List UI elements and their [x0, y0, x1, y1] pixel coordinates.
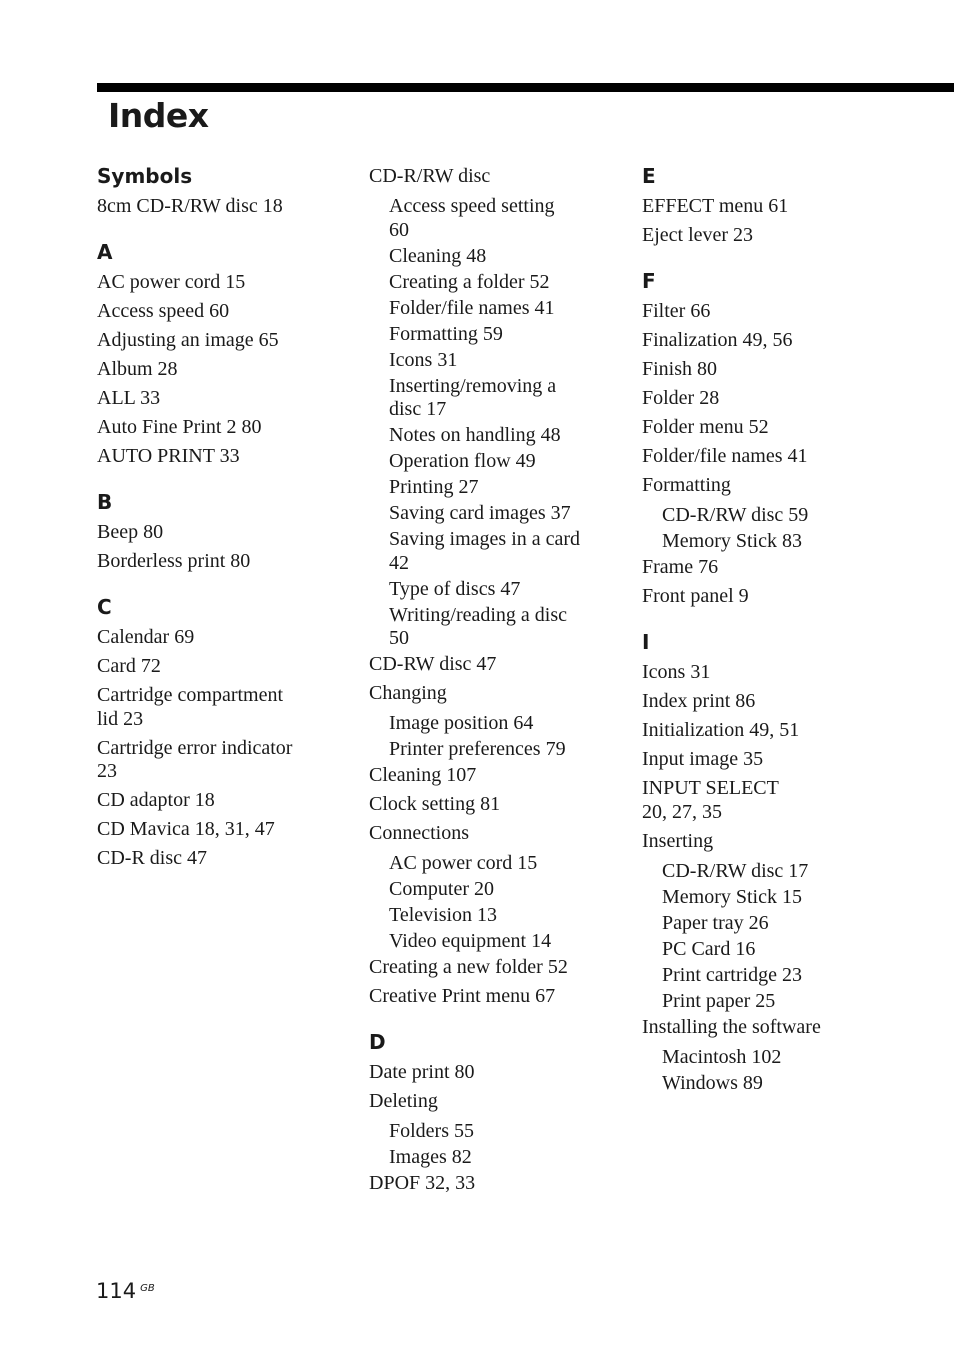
index-subentry: Memory Stick 83	[662, 530, 802, 552]
index-entry: Formatting	[642, 474, 731, 496]
index-subentry: 50	[389, 627, 409, 649]
index-entry: Finalization 49, 56	[642, 329, 793, 351]
section-heading: C	[97, 595, 112, 619]
index-subentry: Access speed setting	[389, 195, 555, 217]
index-entry: ALL 33	[97, 387, 161, 409]
index-subentry: Print paper 25	[662, 990, 776, 1012]
index-entry: Initialization 49, 51	[642, 719, 800, 741]
index-subentry: Macintosh 102	[662, 1046, 782, 1068]
index-entry: CD-RW disc 47	[369, 653, 497, 675]
index-entry: Adjusting an image 65	[97, 329, 279, 351]
index-subentry: Inserting/removing a	[389, 375, 557, 397]
index-entry: 8cm CD-R/RW disc 18	[97, 195, 283, 217]
index-entry: Album 28	[97, 358, 178, 380]
index-entry: DPOF 32, 33	[369, 1172, 476, 1194]
index-entry: Clock setting 81	[369, 793, 501, 815]
index-entry: CD-R disc 47	[97, 847, 207, 869]
index-entry: Creating a new folder 52	[369, 956, 568, 978]
index-subentry: Saving card images 37	[389, 502, 571, 524]
index-subentry: Folder/file names 41	[389, 297, 555, 319]
index-entry: INPUT SELECT	[642, 777, 779, 799]
index-entry: Filter 66	[642, 300, 711, 322]
index-entry: Card 72	[97, 655, 161, 677]
index-subentry: disc 17	[389, 398, 447, 420]
index-subentry: AC power cord 15	[389, 852, 538, 874]
region-code: GB	[140, 1283, 155, 1294]
index-subentry: Creating a folder 52	[389, 271, 550, 293]
index-subentry: Computer 20	[389, 878, 494, 900]
page-footer	[96, 1278, 155, 1304]
index-subentry: Video equipment 14	[389, 930, 552, 952]
page-number: 114	[96, 1279, 137, 1303]
index-entry: Front panel 9	[642, 585, 749, 607]
index-subentry: Print cartridge 23	[662, 964, 802, 986]
index-entry: Icons 31	[642, 661, 711, 683]
index-entry: CD Mavica 18, 31, 47	[97, 818, 275, 840]
index-entry: Index print 86	[642, 690, 756, 712]
index-entry: Folder 28	[642, 387, 720, 409]
index-entry: Cartridge error indicator	[97, 737, 293, 759]
index-entry: EFFECT menu 61	[642, 195, 789, 217]
index-subentry: Images 82	[389, 1146, 472, 1168]
index-entry: CD adaptor 18	[97, 789, 215, 811]
index-subentry: Printer preferences 79	[389, 738, 566, 760]
index-entry: 20, 27, 35	[642, 801, 722, 823]
index-subentry: PC Card 16	[662, 938, 756, 960]
section-heading: F	[642, 269, 656, 293]
section-heading: A	[97, 240, 113, 264]
index-subentry: Icons 31	[389, 349, 458, 371]
index-subentry: Folders 55	[389, 1120, 474, 1142]
index-entry: Auto Fine Print 2 80	[97, 416, 262, 438]
index-entry: CD-R/RW disc	[369, 165, 491, 187]
index-subentry: Operation flow 49	[389, 450, 536, 472]
index-entry: Eject lever 23	[642, 224, 754, 246]
index-entry: Installing the software	[642, 1016, 821, 1038]
page-title: Index	[108, 96, 209, 135]
index-entry: Borderless print 80	[97, 550, 251, 572]
index-subentry: Formatting 59	[389, 323, 503, 345]
index-entry: Finish 80	[642, 358, 718, 380]
index-entry: Folder/file names 41	[642, 445, 808, 467]
index-subentry: Writing/reading a disc	[389, 604, 568, 626]
index-entry: AC power cord 15	[97, 271, 246, 293]
index-entry: Beep 80	[97, 521, 164, 543]
index-entry: 23	[97, 760, 117, 782]
index-subentry: Paper tray 26	[662, 912, 769, 934]
index-entry: Calendar 69	[97, 626, 195, 648]
index-subentry: Memory Stick 15	[662, 886, 802, 908]
index-subentry: CD-R/RW disc 17	[662, 860, 809, 882]
index-entry: Date print 80	[369, 1061, 475, 1083]
index-entry: Inserting	[642, 830, 714, 852]
section-heading: B	[97, 490, 113, 514]
section-heading: D	[369, 1030, 386, 1054]
index-subentry: Type of discs 47	[389, 578, 521, 600]
index-subentry: 42	[389, 552, 409, 574]
index-subentry: 60	[389, 219, 409, 241]
index-entry: Creative Print menu 67	[369, 985, 556, 1007]
section-heading: E	[642, 164, 656, 188]
index-entry: Access speed 60	[97, 300, 230, 322]
index-entry: Cleaning 107	[369, 764, 477, 786]
section-heading: Symbols	[97, 164, 193, 188]
index-subentry: Notes on handling 48	[389, 424, 561, 446]
index-entry: Connections	[369, 822, 469, 844]
index-subentry: Saving images in a card	[389, 528, 581, 550]
index-subentry: Image position 64	[389, 712, 534, 734]
index-entry: Deleting	[369, 1090, 438, 1112]
index-entry: lid 23	[97, 708, 144, 730]
section-heading: I	[642, 630, 650, 654]
header-rule	[97, 83, 954, 92]
index-subentry: Windows 89	[662, 1072, 763, 1094]
index-subentry: Printing 27	[389, 476, 479, 498]
index-entry: Cartridge compartment	[97, 684, 284, 706]
index-subentry: Cleaning 48	[389, 245, 487, 267]
index-subentry: Television 13	[389, 904, 498, 926]
index-subentry: CD-R/RW disc 59	[662, 504, 809, 526]
index-entry: AUTO PRINT 33	[97, 445, 240, 467]
index-entry: Changing	[369, 682, 447, 704]
index-entry: Frame 76	[642, 556, 719, 578]
index-entry: Input image 35	[642, 748, 764, 770]
index-entry: Folder menu 52	[642, 416, 769, 438]
